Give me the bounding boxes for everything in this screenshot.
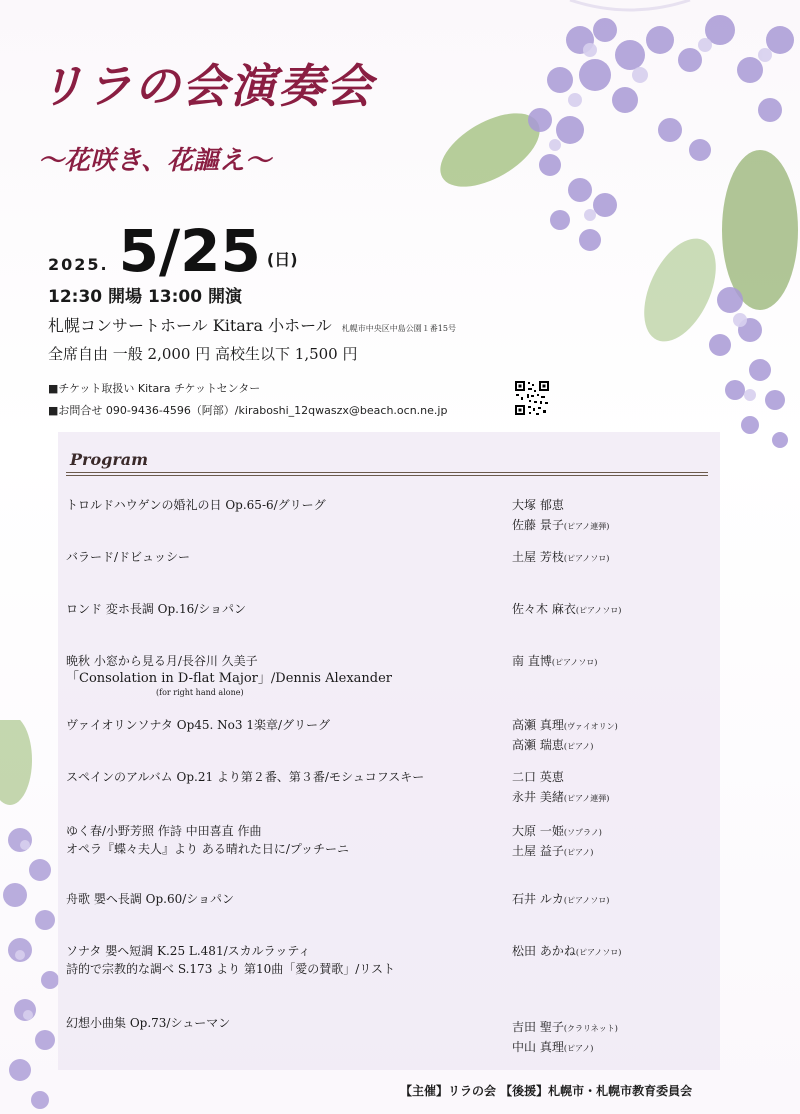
performer-name: 永井 美緒 <box>512 790 564 804</box>
performer-name: 土屋 益子 <box>512 844 564 858</box>
performer-role: (ピアノソロ) <box>575 606 622 615</box>
performer-list <box>512 1018 712 1058</box>
piece-title-line: 幻想小曲集 Op.73/シューマン <box>66 1016 231 1030</box>
performer <box>512 496 712 516</box>
piece-title-line: バラード/ドビュッシー <box>66 550 191 564</box>
event-time: 12:30 開場 13:00 開演 <box>48 287 242 307</box>
performer <box>512 942 712 962</box>
piece-title <box>66 716 496 734</box>
performer-list <box>512 768 712 808</box>
ticket-price: 全席自由 一般 2,000 円 高校生以下 1,500 円 <box>48 345 358 363</box>
event-title: リラの会演奏会 <box>38 59 374 113</box>
performer-role: (クラリネット) <box>563 1024 618 1033</box>
performer-name: 佐々木 麻衣 <box>512 602 576 616</box>
venue-address: 札幌市中央区中島公園１番15号 <box>341 324 456 333</box>
performer-name: 大塚 郁恵 <box>512 498 564 512</box>
performer <box>512 652 712 672</box>
performer <box>512 600 712 620</box>
piece-title <box>66 768 496 786</box>
piece-title-line: ロンド 変ホ長調 Op.16/ショパン <box>66 602 247 616</box>
performer <box>512 768 712 788</box>
organizer-sponsor: 【主催】リラの会 【後援】札幌市・札幌市教育委員会 <box>400 1084 693 1098</box>
performer-name: 高瀬 瑞恵 <box>512 738 564 752</box>
piece-title-line: オペラ『蝶々夫人』より ある晴れた日に/プッチーニ <box>66 842 350 856</box>
program-divider <box>66 472 708 473</box>
performer-name: 南 直博 <box>512 654 552 668</box>
venue-name: 札幌コンサートホール Kitara 小ホール <box>48 316 332 335</box>
performer-role: (ピアノソロ) <box>551 658 598 667</box>
date-day-of-week: (日) <box>266 250 298 269</box>
lilac-flowers-illustration <box>430 0 800 470</box>
performer-name: 大原 一姫 <box>512 824 564 838</box>
piece-title-note: (for right hand alone) <box>156 688 244 697</box>
piece-title-line: 舟歌 嬰ヘ長調 Op.60/ショパン <box>66 892 235 906</box>
performer-list <box>512 548 712 568</box>
performer <box>512 736 712 756</box>
performer-name: 二口 英恵 <box>512 770 564 784</box>
performer-role: (ピアノソロ) <box>563 554 610 563</box>
performer-name: 松田 あかね <box>512 944 576 958</box>
performer <box>512 822 712 842</box>
piece-title-line: 「Consolation in D-flat Major」/Dennis Alexander <box>66 671 393 686</box>
piece-title <box>66 600 496 618</box>
piece-title <box>66 652 496 698</box>
performer-list <box>512 652 712 672</box>
performer-role: (ピアノ連弾) <box>563 522 610 531</box>
piece-title <box>66 890 496 908</box>
performer-list <box>512 822 712 862</box>
performer-name: 佐藤 景子 <box>512 518 564 532</box>
piece-title <box>66 548 496 566</box>
performer <box>512 516 712 536</box>
performer-role: (ピアノ) <box>563 742 594 751</box>
piece-title <box>66 942 496 978</box>
program-heading: Program <box>70 450 149 469</box>
performer-role: (ヴァイオリン) <box>563 722 618 731</box>
performer-role: (ピアノ) <box>563 848 594 857</box>
piece-title-line: スペインのアルバム Op.21 より第２番、第３番/モシュコフスキー <box>66 770 425 784</box>
performer-list <box>512 716 712 756</box>
performer-role: (ピアノ連弾) <box>563 794 610 803</box>
performer <box>512 842 712 862</box>
piece-title-line: 詩的で宗教的な調べ S.173 より 第10曲「愛の賛歌」/リスト <box>66 962 396 976</box>
performer-list <box>512 600 712 620</box>
event-subtitle: 〜花咲き、花謳え〜 <box>38 146 271 176</box>
performer-role: (ピアノ) <box>563 1044 594 1053</box>
piece-title <box>66 496 496 514</box>
date-main: 5/25 <box>118 217 261 285</box>
performer-list <box>512 890 712 910</box>
performer-name: 中山 真理 <box>512 1040 564 1054</box>
piece-title-line: トロルドハウゲンの婚礼の日 Op.65-6/グリーグ <box>66 498 326 512</box>
performer-name: 土屋 芳枝 <box>512 550 564 564</box>
piece-title-line: 晩秋 小窓から見る月/長谷川 久美子 <box>66 654 258 668</box>
performer-list <box>512 942 712 962</box>
contact-info[interactable]: ■お問合せ 090-9436-4596（阿部）/kiraboshi_12qwaszx@beach.ocn.ne.jp <box>48 404 448 417</box>
performer <box>512 1038 712 1058</box>
venue-line <box>48 313 456 336</box>
performer-role: (ソプラノ) <box>563 828 602 837</box>
piece-title-line: ゆく春/小野芳照 作詩 中田喜直 作曲 <box>66 824 262 838</box>
performer <box>512 716 712 736</box>
performer-name: 吉田 聖子 <box>512 1020 564 1034</box>
performer-role: (ピアノソロ) <box>575 948 622 957</box>
performer <box>512 890 712 910</box>
program-divider <box>66 475 708 476</box>
ticket-outlet: ■チケット取扱い Kitara チケットセンター <box>48 382 261 395</box>
performer-role: (ピアノソロ) <box>563 896 610 905</box>
piece-title-line: ソナタ 嬰ヘ短調 K.25 L.481/スカルラッティ <box>66 944 311 958</box>
performer <box>512 788 712 808</box>
performer-name: 石井 ルカ <box>512 892 564 906</box>
qr-code-icon[interactable] <box>514 380 550 416</box>
piece-title <box>66 1014 496 1032</box>
performer-list <box>512 496 712 536</box>
performer <box>512 548 712 568</box>
performer <box>512 1018 712 1038</box>
piece-title-line: ヴァイオリンソナタ Op45. No3 1楽章/グリーグ <box>66 718 331 732</box>
performer-name: 高瀬 真理 <box>512 718 564 732</box>
piece-title <box>66 822 496 858</box>
date-year: 2025. <box>48 255 109 274</box>
event-date <box>48 214 298 285</box>
